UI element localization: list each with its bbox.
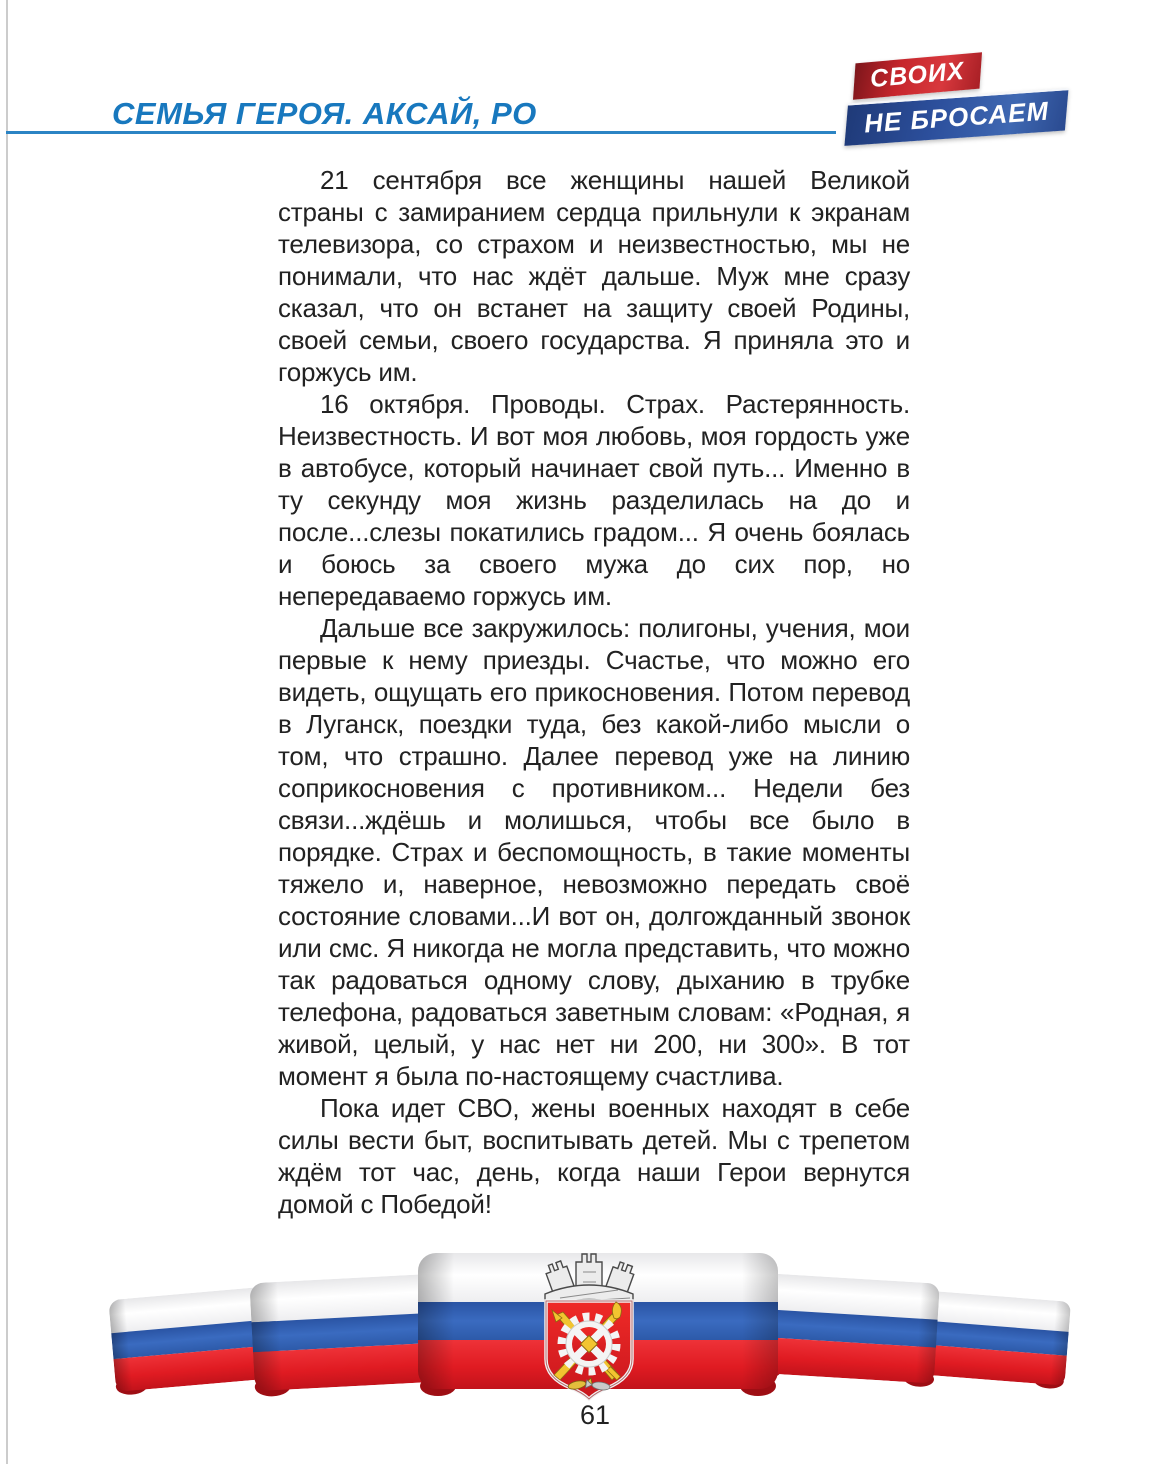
page-title: СЕМЬЯ ГЕРОЯ. АКСАЙ, РО [112, 96, 537, 131]
aksay-city-coat-of-arms-icon [544, 1254, 636, 1399]
page-number: 61 [579, 1400, 611, 1430]
flag-segment-far-right [917, 1290, 1071, 1389]
article-body [278, 164, 910, 1220]
paragraph-3: Дальше все закружилось: полигоны, учения, мои первые к нему приезды. Счастье, что можно его видеть, ощущать его прикосновения. Потом перевод в Луганск, поездки туда, без какой-либо мысли о том, что страшно. Далее перевод уже на линию соприкосновения с противником... Недели без связи...ждёшь и молишься, чтобы все было в порядке. Страх и беспомощность, в такие моменты тяжело и, наверное, невозможно передать своё состояние словами...И вот он, долгожданный звонок или смс. Я никогда не могла представить, что можно так радоваться одному слову, дыханию в трубке телефона, радоваться заветным словам: «Родная, я живой, целый, у нас нет ни 200, ни 300». В тот момент я была по-настоящему счастлива. [278, 613, 910, 1091]
paragraph-2: 16 октября. Проводы. Страх. Растерянность. Неизвестность. И вот моя любовь, моя гордость уже в автобусе, который начинает свой путь... Именно в ту секунду моя жизнь разделилась на до и после...слезы покатились градом... Я очень боялась и боюсь за своего мужа до сих пор, но непередаваемо горжусь им. [278, 389, 910, 611]
header-rule [6, 131, 836, 134]
badge-line1 [853, 52, 982, 99]
badge-line1-text: СВОИХ [868, 56, 966, 94]
paragraph-1: 21 сентября все женщины нашей Великой страны с замиранием сердца прильнули к экранам телевизора, со страхом и неизвестностью, мы не понимали, что нас ждёт дальше. Муж мне сразу сказал, что он встанет на защиту своей Родины, своей семьи, своего государства. Я приняла это и горжусь им. [278, 165, 910, 387]
badge-svoih-ne-brosaem [840, 50, 1080, 160]
badge-line2-text: НЕ БРОСАЕМ [863, 95, 1050, 139]
paragraph-4: Пока идет СВО, жены военных находят в себе силы вести быт, воспитывать детей. Мы с трепетом ждём тот час, день, когда наши Герои вернутся домой с Победой! [278, 1093, 910, 1219]
